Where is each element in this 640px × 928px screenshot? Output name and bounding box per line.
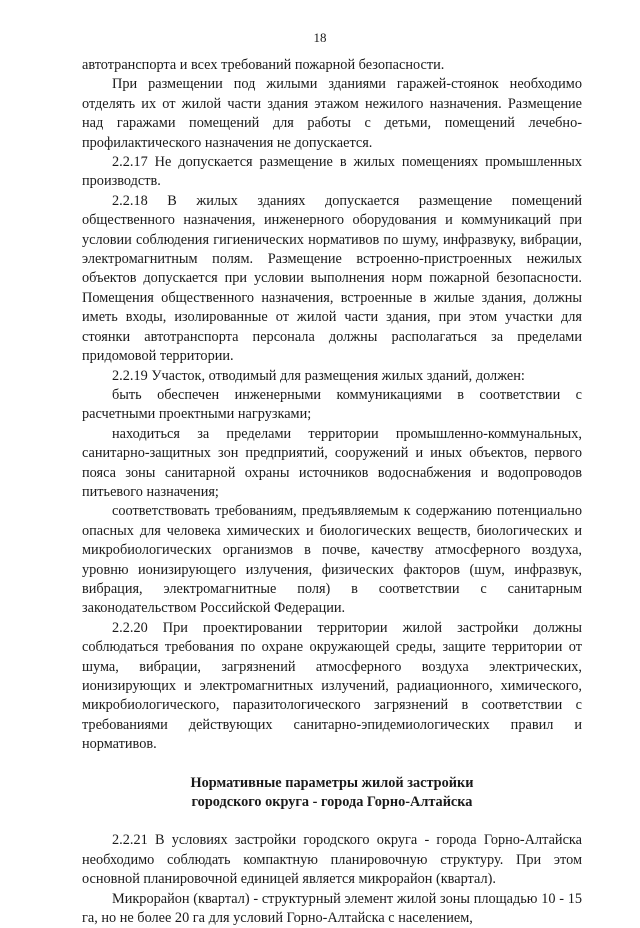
paragraph-2-2-19: 2.2.19 Участок, отводимый для размещения жилых зданий, должен: xyxy=(112,367,525,384)
paragraph-2-2-20: 2.2.20 При проектировании территории жилой застройки должны соблюдаться требования по охране окружающей среды, защите территории от шума, вибрации, загрязнений атмосферного воздуха электрических, ионизирующих и электромагнитных излучений, радиационного, химического, микробиологического, паразитологического загрязнений в соответствии с требованиями действующих санитарно-эпидемиологических правил и нормативов. xyxy=(82,619,582,753)
page-number: 18 xyxy=(313,30,327,45)
paragraph-microdistrict: Микрорайон (квартал) - структурный элемент жилой зоны площадью 10 - 15 га, но не более 20 га для условий Горно-Алтайска с населением, xyxy=(82,890,582,927)
section-heading-line-1: Нормативные параметры жилой застройки xyxy=(190,774,474,791)
paragraph-garages: При размещении под жилыми зданиями гаражей-стоянок необходимо отделять их от жилой части здания этажом нежилого назначения. Размещение над гаражами помещений для работы с детьми, помещений лечебно-профилактического назначения не допускается. xyxy=(82,76,582,151)
paragraph-2-2-18: 2.2.18 В жилых зданиях допускается размещение помещений общественного назначения, инженерного оборудования и коммуникаций при условии соблюдения гигиенических нормативов по шуму, инфразвуку, вибрации, электромагнитным полям. Размещение встроенно-пристроенных нежилых объектов допускается при условии выполнения норм пожарной безопасности. Помещения общественного назначения, встроенные в жилые здания, должны иметь входы, изолированные от жилой части здания, при этом участки для стоянки автотранспорта персонала должны располагаться за пределами придомовой территории. xyxy=(82,192,582,365)
paragraph-continuation: автотранспорта и всех требований пожарной безопасности. xyxy=(82,57,445,73)
document-body xyxy=(82,56,582,928)
list-item-utilities: быть обеспечен инженерными коммуникациями в соответствии с расчетными проектными нагрузками; xyxy=(82,386,582,423)
paragraph-2-2-17: 2.2.17 Не допускается размещение в жилых помещениях промышленных производств. xyxy=(82,154,582,190)
section-heading-line-2: городского округа - города Горно-Алтайска xyxy=(191,794,473,811)
section-heading xyxy=(82,774,582,813)
list-item-requirements: соответствовать требованиям, предъявляемым к содержанию потенциально опасных для человека химических и биологических веществ, биологических и микробиологических организмов в почве, качеству атмосферного воздуха, уровню ионизирующего излучения, физических факторов (шум, инфразвук, вибрация, электромагнитные поля) в соответствии с санитарным законодательством Российской Федерации. xyxy=(82,503,582,617)
paragraph-2-2-21: 2.2.21 В условиях застройки городского округа - города Горно-Алтайска необходимо соблюдать компактную планировочную структуру. При этом основной планировочной единицей является микрорайон (квартал). xyxy=(82,832,582,888)
list-item-location: находиться за пределами территории промышленно-коммунальных, санитарно-защитных зон предприятий, сооружений и иных объектов, первого пояса зоны санитарной охраны источников водоснабжения и водопроводов питьевого назначения; xyxy=(82,425,582,500)
